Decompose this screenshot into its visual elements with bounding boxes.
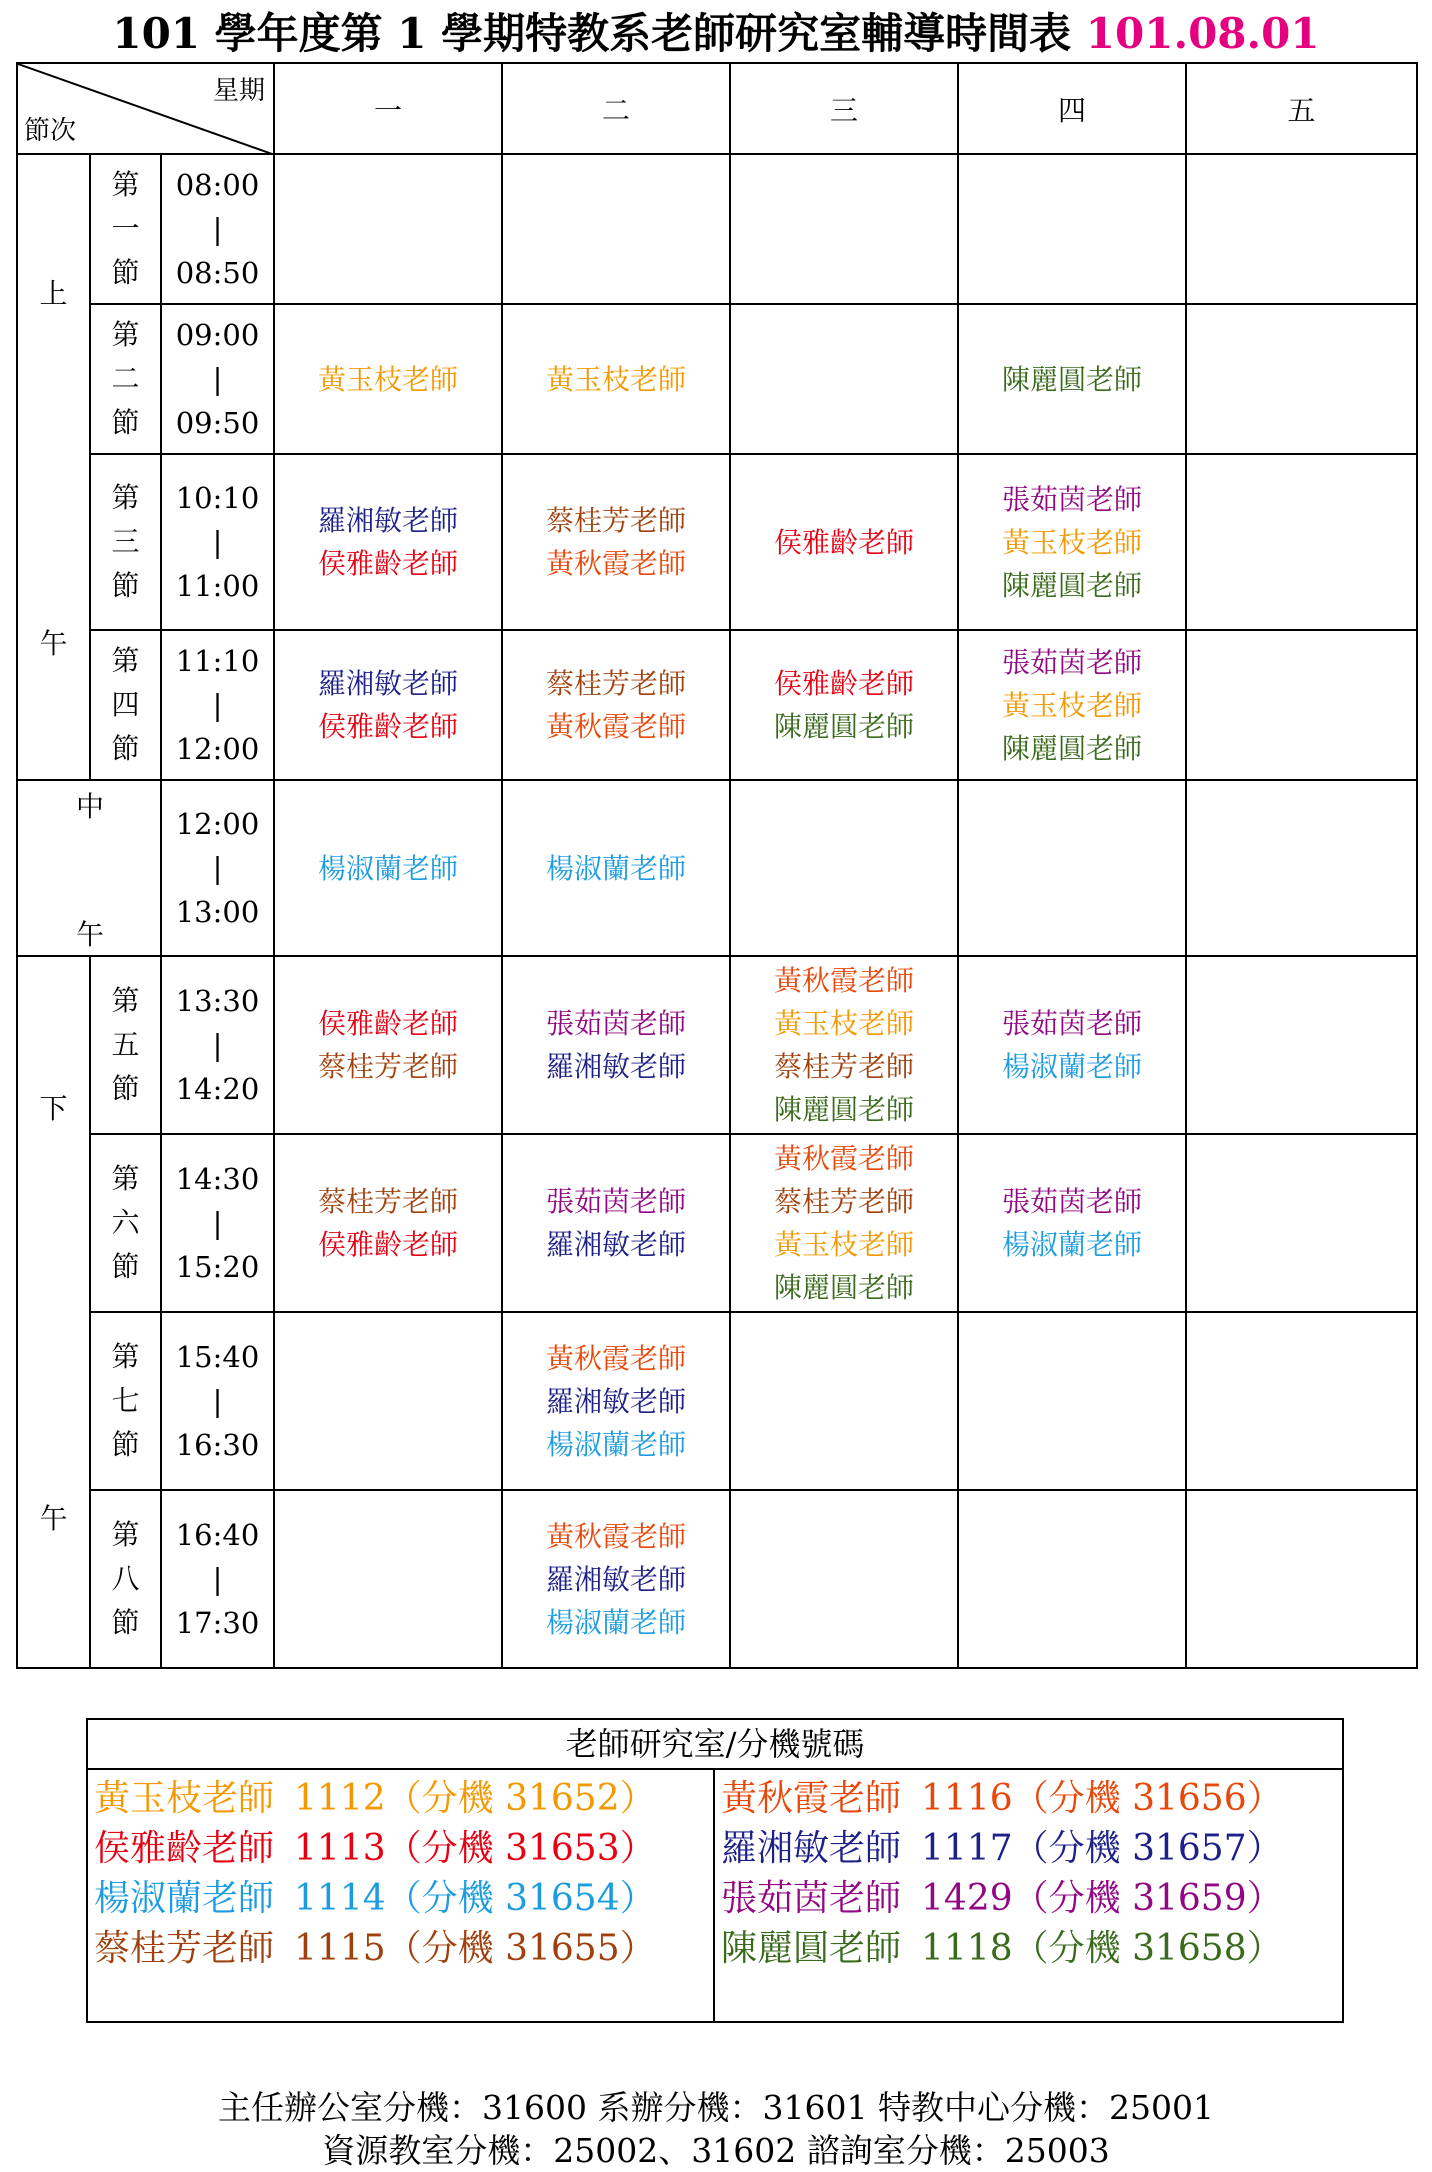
teacher-entry: 羅湘敏老師: [318, 504, 459, 537]
period-label-char: 節: [111, 1606, 140, 1639]
extension-row: [94, 1774, 713, 1824]
period-label-char: 七: [111, 1384, 140, 1417]
teacher-entry: 蔡桂芳老師: [546, 504, 687, 537]
extension-room-info: 1116（分機 31656）: [921, 1778, 1283, 1819]
title-main: 101 學年度第 1 學期特教系老師研究室輔導時間表: [112, 9, 1072, 58]
teacher-entry: 蔡桂芳老師: [774, 1050, 915, 1083]
teacher-entry: 張茹茵老師: [1002, 645, 1143, 679]
header-corner-cell: [17, 63, 274, 154]
extension-row: [94, 1824, 713, 1874]
extension-room-info: 1113（分機 31653）: [294, 1828, 656, 1869]
period-label-char: 節: [111, 1428, 140, 1461]
period-end-time: 15:20: [175, 1250, 260, 1284]
period-label-char: 第: [111, 984, 140, 1017]
period-time: [161, 304, 274, 454]
time-separator: |: [212, 1028, 223, 1062]
schedule-row: [17, 454, 1417, 630]
schedule-cell-day-1: [274, 780, 502, 956]
teacher-entry: 黃玉枝老師: [774, 1228, 915, 1261]
period-label-char: 六: [111, 1206, 140, 1239]
schedule-cell-day-4: [958, 780, 1186, 956]
teacher-entry: 黃秋霞老師: [774, 1142, 915, 1175]
period-start-time: 12:00: [175, 807, 260, 841]
schedule-cell-day-4: [958, 956, 1186, 1134]
schedule-cell-day-5: [1186, 154, 1417, 304]
schedule-cell-day-4: [958, 1312, 1186, 1490]
teacher-entry: 陳麗圓老師: [774, 710, 915, 743]
schedule-cell-day-1: [274, 154, 502, 304]
period-label-char: 二: [111, 362, 140, 395]
afternoon-label-bottom: 午: [39, 1502, 68, 1535]
extension-room-info: 1429（分機 31659）: [921, 1878, 1283, 1919]
period-label-char: 第: [111, 644, 140, 677]
time-separator: |: [212, 362, 223, 396]
teacher-entry: 蔡桂芳老師: [546, 667, 687, 700]
extension-table: [86, 1718, 1344, 2023]
schedule-cell-day-5: [1186, 1312, 1417, 1490]
noon-label-top: 中: [76, 790, 105, 823]
teacher-entry: 侯雅齡老師: [318, 1228, 459, 1261]
time-separator: |: [212, 212, 223, 246]
schedule-cell-day-2: [502, 1134, 730, 1312]
schedule-table: [16, 62, 1418, 1669]
period-time: [161, 1134, 274, 1312]
teacher-entry: 黃秋霞老師: [546, 710, 687, 743]
extension-row: [94, 1924, 713, 1974]
schedule-cell-day-3: [730, 630, 958, 780]
teacher-entry: 侯雅齡老師: [318, 710, 459, 743]
schedule-row: [17, 956, 1417, 1134]
teacher-entry: 蔡桂芳老師: [774, 1185, 915, 1218]
schedule-cell-day-1: [274, 1312, 502, 1490]
teacher-entry: 黃玉枝老師: [1002, 525, 1143, 559]
period-label-char: 節: [111, 1072, 140, 1105]
footer-line-1: 主任辦公室分機：31600 系辦分機：31601 特教中心分機：25001: [218, 2088, 1214, 2127]
extension-teacher-name: 黃玉枝老師: [94, 1778, 275, 1819]
block-label-morning: [17, 154, 90, 780]
teacher-entry: 陳麗圓老師: [1002, 731, 1143, 765]
period-label-char: 第: [111, 168, 140, 201]
schedule-cell-day-3: [730, 1490, 958, 1668]
schedule-cell-day-5: [1186, 1134, 1417, 1312]
schedule-cell-day-3: [730, 1134, 958, 1312]
period-label: [90, 956, 161, 1134]
teacher-entry: 侯雅齡老師: [774, 667, 915, 700]
teacher-entry: 張茹茵老師: [1002, 1007, 1143, 1040]
period-label: [90, 1312, 161, 1490]
period-label-char: 節: [111, 732, 140, 765]
period-label-char: 第: [111, 1162, 140, 1195]
teacher-entry: 黃玉枝老師: [1002, 688, 1143, 722]
schedule-cell-day-3: [730, 154, 958, 304]
period-label-char: 四: [111, 688, 140, 721]
morning-label-top: 上: [39, 277, 68, 310]
extension-row: [94, 1874, 713, 1924]
schedule-cell-day-5: [1186, 630, 1417, 780]
teacher-entry: 侯雅齡老師: [318, 547, 459, 580]
teacher-entry: 楊淑蘭老師: [318, 851, 459, 885]
period-start-time: 15:40: [175, 1340, 260, 1374]
schedule-cell-day-4: [958, 304, 1186, 454]
teacher-entry: 蔡桂芳老師: [318, 1185, 459, 1218]
title-date: 101.08.01: [1085, 9, 1320, 58]
extension-teacher-name: 黃秋霞老師: [721, 1778, 902, 1819]
period-label-char: 一: [111, 212, 140, 245]
schedule-row: [17, 780, 1417, 956]
block-label-noon: [17, 780, 161, 956]
schedule-cell-day-4: [958, 1134, 1186, 1312]
schedule-row: [17, 1312, 1417, 1490]
teacher-entry: 陳麗圓老師: [774, 1093, 915, 1126]
extension-room-info: 1114（分機 31654）: [294, 1878, 656, 1919]
teacher-entry: 陳麗圓老師: [1002, 362, 1143, 396]
schedule-cell-day-5: [1186, 956, 1417, 1134]
period-start-time: 16:40: [175, 1518, 260, 1552]
schedule-cell-day-3: [730, 780, 958, 956]
morning-label-bottom: 午: [39, 627, 68, 660]
period-label-char: 節: [111, 569, 140, 602]
teacher-entry: 張茹茵老師: [546, 1007, 687, 1040]
day-header-1: 一: [274, 63, 502, 154]
period-end-time: 12:00: [175, 732, 260, 766]
noon-label-bottom: 午: [76, 918, 105, 951]
extension-teacher-name: 羅湘敏老師: [721, 1828, 902, 1869]
schedule-cell-day-2: [502, 780, 730, 956]
period-label: [90, 630, 161, 780]
teacher-entry: 楊淑蘭老師: [1002, 1228, 1143, 1261]
schedule-cell-day-4: [958, 1490, 1186, 1668]
period-end-time: 08:50: [175, 256, 260, 290]
time-separator: |: [212, 525, 223, 559]
period-time: [161, 1312, 274, 1490]
extension-row: [721, 1924, 1342, 1974]
teacher-entry: 黃玉枝老師: [546, 362, 687, 396]
teacher-entry: 張茹茵老師: [546, 1185, 687, 1218]
period-label-char: 八: [111, 1562, 140, 1595]
extension-column-left: [88, 1770, 715, 2023]
period-label-char: 第: [111, 1518, 140, 1551]
block-label-afternoon: [17, 956, 90, 1668]
extension-teacher-name: 蔡桂芳老師: [94, 1928, 275, 1969]
extension-row: [721, 1824, 1342, 1874]
afternoon-label-top: 下: [39, 1092, 68, 1125]
day-header-4: 四: [958, 63, 1186, 154]
schedule-row: [17, 1134, 1417, 1312]
teacher-entry: 陳麗圓老師: [774, 1271, 915, 1304]
extension-room-info: 1117（分機 31657）: [921, 1828, 1283, 1869]
period-label-char: 三: [111, 525, 140, 558]
period-label: [90, 1134, 161, 1312]
period-end-time: 16:30: [175, 1428, 260, 1462]
teacher-entry: 羅湘敏老師: [546, 1050, 687, 1083]
teacher-entry: 張茹茵老師: [1002, 1185, 1143, 1218]
period-label-char: 第: [111, 481, 140, 514]
schedule-cell-day-2: [502, 1312, 730, 1490]
schedule-cell-day-4: [958, 154, 1186, 304]
extension-teacher-name: 陳麗圓老師: [721, 1928, 902, 1969]
teacher-entry: 蔡桂芳老師: [318, 1050, 459, 1083]
teacher-entry: 羅湘敏老師: [318, 667, 459, 700]
schedule-cell-day-5: [1186, 454, 1417, 630]
teacher-entry: 黃秋霞老師: [546, 547, 687, 580]
period-start-time: 08:00: [175, 168, 260, 202]
period-end-time: 17:30: [175, 1606, 260, 1640]
period-start-time: 13:30: [175, 984, 260, 1018]
teacher-entry: 侯雅齡老師: [318, 1007, 459, 1040]
extension-room-info: 1112（分機 31652）: [294, 1778, 656, 1819]
footer-line-2: 資源教室分機：25002、31602 諮詢室分機：25003: [322, 2131, 1110, 2170]
period-label-char: 節: [111, 406, 140, 439]
time-separator: |: [212, 851, 223, 885]
extension-teacher-name: 楊淑蘭老師: [94, 1878, 275, 1919]
period-time: [161, 1490, 274, 1668]
schedule-row: [17, 1490, 1417, 1668]
schedule-cell-day-2: [502, 154, 730, 304]
teacher-entry: 黃秋霞老師: [774, 964, 915, 997]
schedule-cell-day-1: [274, 956, 502, 1134]
period-label: [90, 454, 161, 630]
extension-column-right: [715, 1770, 1342, 2023]
period-label-char: 節: [111, 1250, 140, 1283]
schedule-cell-day-1: [274, 454, 502, 630]
schedule-cell-day-2: [502, 956, 730, 1134]
schedule-cell-day-4: [958, 454, 1186, 630]
schedule-cell-day-4: [958, 630, 1186, 780]
schedule-row: [17, 304, 1417, 454]
teacher-entry: 黃秋霞老師: [546, 1341, 687, 1375]
schedule-row: [17, 154, 1417, 304]
teacher-entry: 陳麗圓老師: [1002, 568, 1143, 602]
period-label-char: 五: [111, 1028, 140, 1061]
schedule-cell-day-1: [274, 630, 502, 780]
period-label: [90, 304, 161, 454]
schedule-cell-day-5: [1186, 304, 1417, 454]
period-time: [161, 630, 274, 780]
corner-period-label: 節次: [24, 116, 77, 146]
schedule-cell-day-2: [502, 630, 730, 780]
schedule-cell-day-1: [274, 304, 502, 454]
teacher-entry: 羅湘敏老師: [546, 1562, 687, 1596]
extension-teacher-name: 張茹茵老師: [721, 1878, 902, 1919]
period-end-time: 09:50: [175, 406, 260, 440]
period-start-time: 09:00: [175, 318, 260, 352]
period-time: [161, 780, 274, 956]
page-title: [0, 6, 1432, 62]
period-time: [161, 154, 274, 304]
teacher-entry: 羅湘敏老師: [546, 1228, 687, 1261]
day-header-5: 五: [1186, 63, 1417, 154]
teacher-entry: 黃玉枝老師: [774, 1007, 915, 1040]
teacher-entry: 黃玉枝老師: [318, 362, 459, 396]
day-header-3: 三: [730, 63, 958, 154]
period-label-char: 節: [111, 256, 140, 289]
schedule-cell-day-3: [730, 1312, 958, 1490]
period-start-time: 11:10: [175, 644, 260, 678]
schedule-cell-day-2: [502, 1490, 730, 1668]
time-separator: |: [212, 1562, 223, 1596]
period-time: [161, 454, 274, 630]
schedule-cell-day-5: [1186, 780, 1417, 956]
teacher-entry: 張茹茵老師: [1002, 482, 1143, 516]
teacher-entry: 羅湘敏老師: [546, 1384, 687, 1418]
period-label-char: 第: [111, 1340, 140, 1373]
period-start-time: 10:10: [175, 481, 260, 515]
period-start-time: 14:30: [175, 1162, 260, 1196]
schedule-cell-day-5: [1186, 1490, 1417, 1668]
extension-row: [721, 1874, 1342, 1924]
period-label-char: 第: [111, 318, 140, 351]
corner-week-label: 星期: [213, 76, 266, 106]
extension-heading: 老師研究室/分機號碼: [88, 1720, 1342, 1770]
time-separator: |: [212, 1384, 223, 1418]
teacher-entry: 楊淑蘭老師: [546, 1605, 687, 1639]
period-label: [90, 154, 161, 304]
schedule-cell-day-2: [502, 304, 730, 454]
schedule-cell-day-3: [730, 956, 958, 1134]
extension-room-info: 1115（分機 31655）: [294, 1928, 656, 1969]
schedule-cell-day-1: [274, 1134, 502, 1312]
time-separator: |: [212, 688, 223, 722]
extension-row: [721, 1774, 1342, 1824]
schedule-cell-day-3: [730, 304, 958, 454]
schedule-cell-day-1: [274, 1490, 502, 1668]
day-header-2: 二: [502, 63, 730, 154]
teacher-entry: 侯雅齡老師: [774, 525, 915, 559]
teacher-entry: 黃秋霞老師: [546, 1519, 687, 1553]
teacher-entry: 楊淑蘭老師: [1002, 1050, 1143, 1083]
period-time: [161, 956, 274, 1134]
period-end-time: 13:00: [175, 895, 260, 929]
teacher-entry: 楊淑蘭老師: [546, 1427, 687, 1461]
period-end-time: 14:20: [175, 1072, 260, 1106]
schedule-cell-day-2: [502, 454, 730, 630]
schedule-row: [17, 630, 1417, 780]
period-end-time: 11:00: [175, 569, 260, 603]
period-label: [90, 1490, 161, 1668]
extension-room-info: 1118（分機 31658）: [921, 1928, 1283, 1969]
schedule-cell-day-3: [730, 454, 958, 630]
time-separator: |: [212, 1206, 223, 1240]
teacher-entry: 楊淑蘭老師: [546, 851, 687, 885]
extension-teacher-name: 侯雅齡老師: [94, 1828, 275, 1869]
